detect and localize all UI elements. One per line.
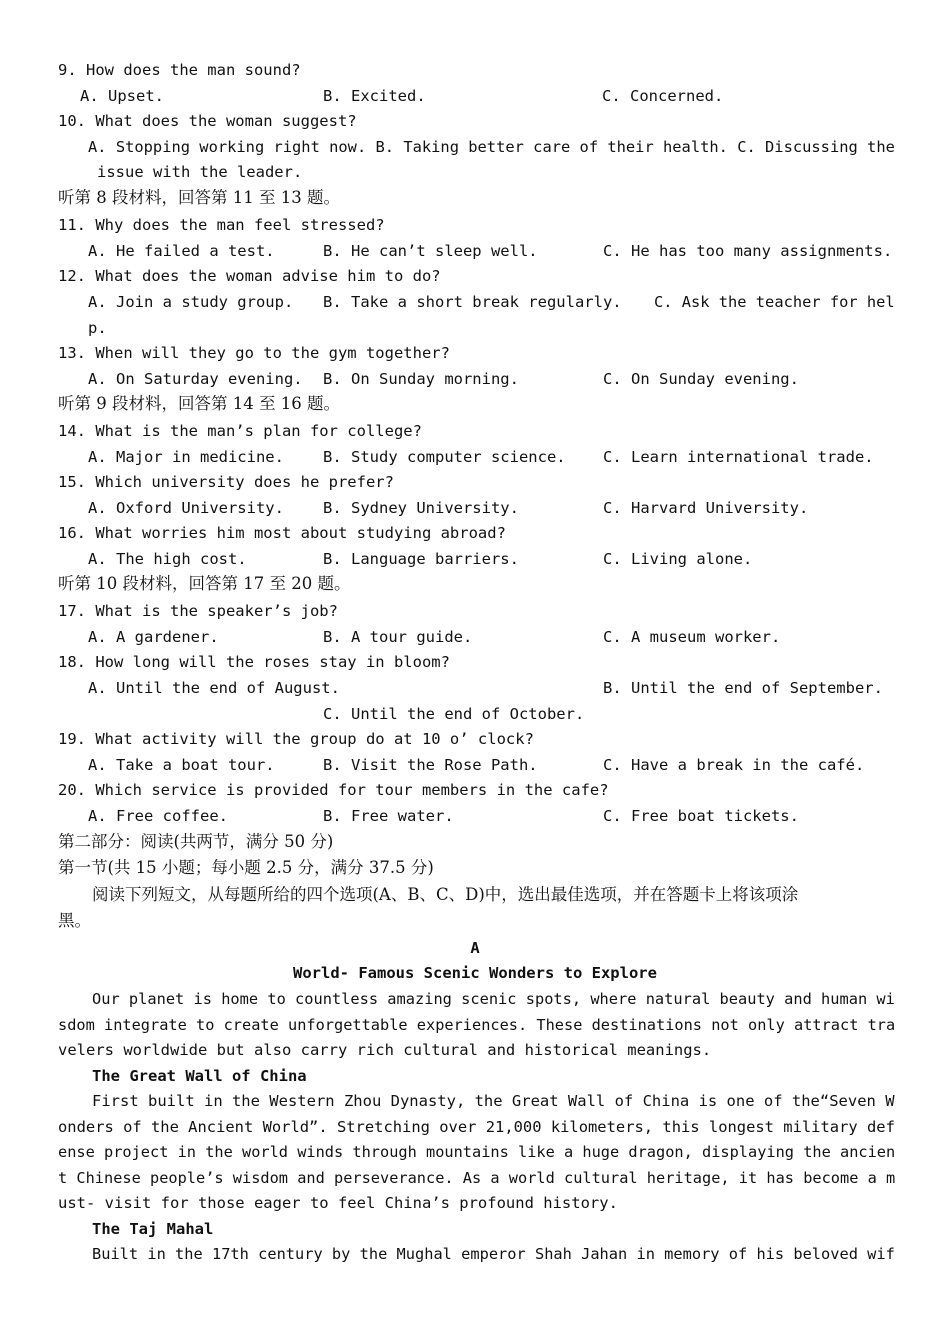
part-2-instructions-line2: 黑。 [58, 911, 91, 930]
q11-option-b: B. He can’t sleep well. [323, 242, 538, 260]
q19-option-c: C. Have a break in the café. [603, 756, 865, 774]
great-wall-paragraph-line: ense project in the world winds through mountains like a huge dragon, displaying the ancien [58, 1143, 896, 1161]
q11-option-c: C. He has too many assignments. [603, 242, 893, 260]
question-9: 9. How does the man sound? [58, 61, 301, 79]
question-12: 12. What does the woman advise him to do? [58, 267, 441, 285]
passage-intro-line: Our planet is home to countless amazing scenic spots, where natural beauty and human wi [92, 990, 895, 1008]
q9-option-c: C. Concerned. [602, 87, 724, 105]
q13-option-b: B. On Sunday morning. [323, 370, 519, 388]
great-wall-paragraph-line: t Chinese people’s wisdom and perseverance. As a world cultural heritage, it has become a m [58, 1169, 896, 1187]
question-19: 19. What activity will the group do at 10 o’ clock? [58, 730, 534, 748]
part-2-instructions-line1: 阅读下列短文，从每题所给的四个选项(A、B、C、D)中，选出最佳选项，并在答题卡上将该项涂 [92, 885, 799, 904]
q16-option-a: A. The high cost. [88, 550, 247, 568]
q12-option-b: B. Take a short break regularly. [323, 293, 622, 311]
section-8-heading: 听第 8 段材料，回答第 11 至 13 题。 [58, 188, 340, 207]
passage-intro-line: sdom integrate to create unforgettable experiences. These destinations not only attract tra [58, 1016, 896, 1034]
q17-option-c: C. A museum worker. [603, 628, 781, 646]
passage-title: World- Famous Scenic Wonders to Explore [293, 964, 657, 982]
q10-options-line1: A. Stopping working right now. B. Taking better care of their health. C. Discussing the [88, 138, 895, 156]
q19-option-a: A. Take a boat tour. [88, 756, 275, 774]
question-15: 15. Which university does he prefer? [58, 473, 394, 491]
q12-option-c-cont: p. [88, 319, 107, 337]
q16-option-b: B. Language barriers. [323, 550, 519, 568]
q19-option-b: B. Visit the Rose Path. [323, 756, 538, 774]
subheading-great-wall: The Great Wall of China [92, 1067, 307, 1085]
section-9-heading: 听第 9 段材料，回答第 14 至 16 题。 [58, 394, 340, 413]
q14-option-b: B. Study computer science. [323, 448, 566, 466]
question-17: 17. What is the speaker’s job? [58, 602, 338, 620]
section-10-heading: 听第 10 段材料，回答第 17 至 20 题。 [58, 574, 351, 593]
great-wall-paragraph-line: ust- visit for those eager to feel China’s profound history. [58, 1194, 618, 1212]
q18-option-a: A. Until the end of August. [88, 679, 340, 697]
great-wall-paragraph-line: onders of the Ancient World”. Stretching over 21,000 kilometers, this longest military def [58, 1118, 895, 1136]
passage-intro-line: velers worldwide but also carry rich cultural and historical meanings. [58, 1041, 712, 1059]
question-11: 11. Why does the man feel stressed? [58, 216, 385, 234]
q18-option-c: C. Until the end of October. [323, 705, 585, 723]
question-18: 18. How long will the roses stay in bloom? [58, 653, 450, 671]
part-2-section-1: 第一节(共 15 小题；每小题 2.5 分，满分 37.5 分) [58, 858, 434, 877]
q17-option-b: B. A tour guide. [323, 628, 473, 646]
question-14: 14. What is the man’s plan for college? [58, 422, 422, 440]
q13-option-c: C. On Sunday evening. [603, 370, 799, 388]
q9-option-b: B. Excited. [323, 87, 426, 105]
q15-option-c: C. Harvard University. [603, 499, 809, 517]
passage-letter: A [470, 939, 480, 957]
great-wall-paragraph-line: First built in the Western Zhou Dynasty, the Great Wall of China is one of the“Seven W [92, 1092, 895, 1110]
q12-option-a: A. Join a study group. [88, 293, 294, 311]
q16-option-c: C. Living alone. [603, 550, 753, 568]
q11-option-a: A. He failed a test. [88, 242, 275, 260]
question-20: 20. Which service is provided for tour members in the cafe? [58, 781, 609, 799]
subheading-taj-mahal: The Taj Mahal [92, 1220, 214, 1238]
q13-option-a: A. On Saturday evening. [88, 370, 303, 388]
q12-option-c: C. Ask the teacher for hel [654, 293, 895, 311]
q14-option-a: A. Major in medicine. [88, 448, 284, 466]
question-10: 10. What does the woman suggest? [58, 112, 357, 130]
question-16: 16. What worries him most about studying abroad? [58, 524, 506, 542]
q9-option-a: A. Upset. [80, 87, 164, 105]
q15-option-a: A. Oxford University. [88, 499, 284, 517]
q20-option-c: C. Free boat tickets. [603, 807, 799, 825]
q10-options-line2: issue with the leader. [97, 163, 303, 181]
q18-option-b: B. Until the end of September. [603, 679, 883, 697]
q20-option-b: B. Free water. [323, 807, 454, 825]
part-2-title: 第二部分：阅读(共两节，满分 50 分) [58, 832, 334, 851]
q17-option-a: A. A gardener. [88, 628, 219, 646]
q20-option-a: A. Free coffee. [88, 807, 228, 825]
q14-option-c: C. Learn international trade. [603, 448, 874, 466]
q15-option-b: B. Sydney University. [323, 499, 519, 517]
question-13: 13. When will they go to the gym together? [58, 344, 450, 362]
taj-mahal-paragraph-line: Built in the 17th century by the Mughal emperor Shah Jahan in memory of his beloved wif [92, 1245, 895, 1263]
